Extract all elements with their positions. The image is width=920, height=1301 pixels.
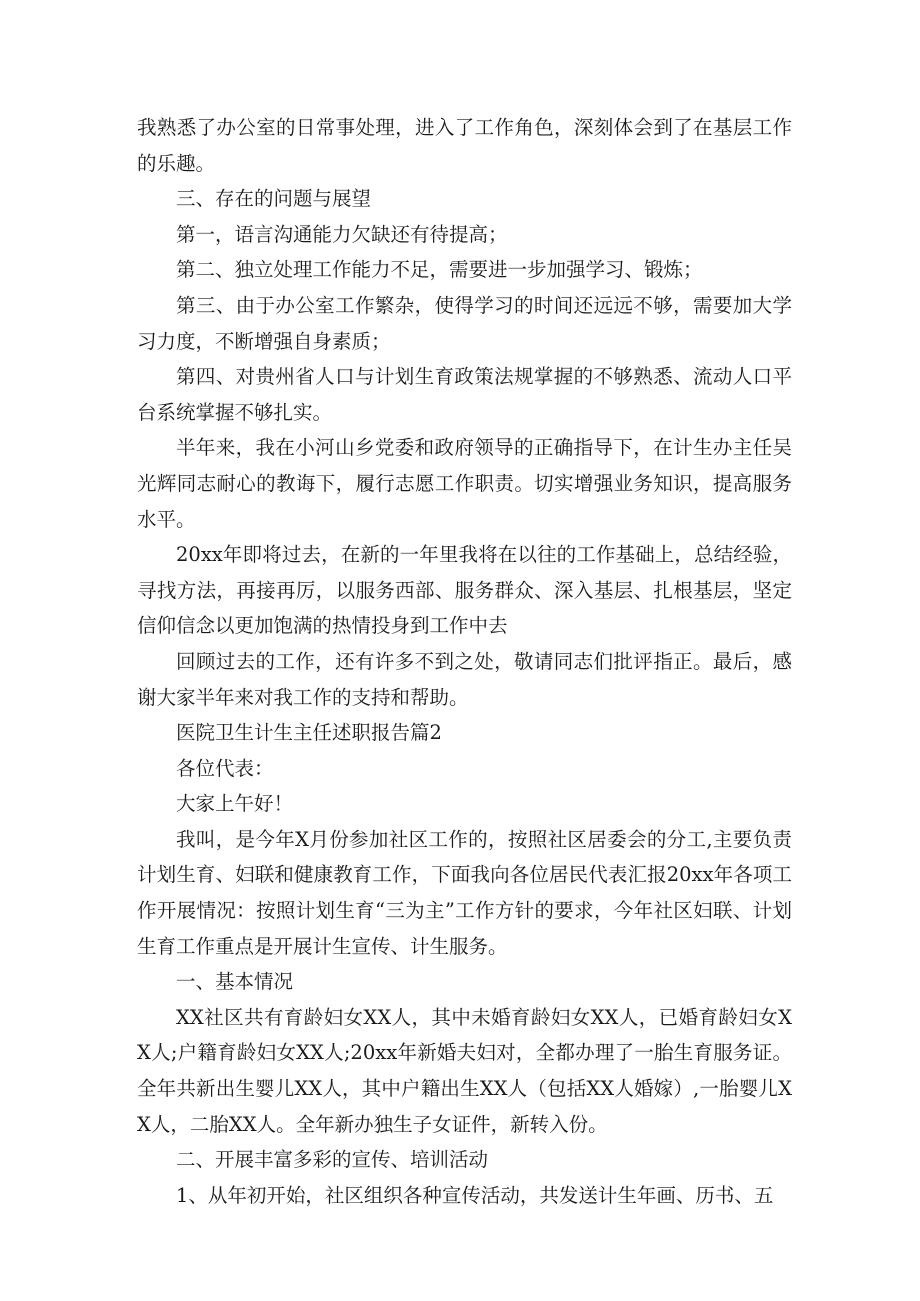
section-heading: 一、基本情况 bbox=[176, 970, 294, 994]
section-heading: 三、存在的问题与展望 bbox=[176, 187, 372, 211]
paragraph: 我熟悉了办公室的日常事处理，进入了工作角色，深刻体会到了在基层工作的乐趣。 bbox=[137, 116, 792, 175]
section-heading: 二、开展丰富多彩的宣传、培训活动 bbox=[176, 1148, 489, 1172]
paragraph: 第二、独立处理工作能力不足，需要进一步加强学习、锻炼； bbox=[176, 258, 703, 282]
paragraph: 第三、由于办公室工作繁杂，使得学习的时间还远远不够，需要加大学习力度，不断增强自身素质； bbox=[137, 293, 792, 353]
document-body bbox=[137, 110, 792, 1213]
paragraph: 第四、对贵州省人口与计划生育政策法规掌握的不够熟悉、流动人口平台系统掌握不够扎实。 bbox=[137, 365, 792, 424]
paragraph: 半年来，我在小河山乡党委和政府领导的正确指导下，在计生办主任吴光辉同志耐心的教诲下，履行志愿工作职责。切实增强业务知识，提高服务水平。 bbox=[137, 436, 792, 531]
report-title: 医院卫生计生主任述职报告篇2 bbox=[176, 721, 442, 745]
salutation: 各位代表： bbox=[176, 756, 274, 780]
paragraph: 20xx年即将过去，在新的一年里我将在以往的工作基础上，总结经验，寻找方法，再接再厉，以服务西部、服务群众、深入基层、扎根基层，坚定信仰信念以更加饱满的热情投身到工作中去 bbox=[137, 543, 792, 638]
paragraph: 第一，语言沟通能力欠缺还有待提高； bbox=[176, 222, 508, 246]
paragraph: 我叫，是今年X月份参加社区工作的，按照社区居委会的分工,主要负责计划生育、妇联和健康教育工作，下面我向各位居民代表汇报20xx年各项工作开展情况：按照计划生育“三为主”工作方针的要求，今年社区妇联、计划生育工作重点是开展计生宣传、计生服务。 bbox=[137, 827, 792, 958]
paragraph: 1、从年初开始，社区组织各种宣传活动，共发送计生年画、历书、五 bbox=[176, 1183, 774, 1207]
paragraph: XX社区共有育龄妇女XX人，其中未婚育龄妇女XX人，已婚育龄妇女XX人;户籍育龄妇女XX人;20xx年新婚夫妇对，全都办理了一胎生育服务证。全年共新出生婴儿XX人，其中户籍出生XX人（包括XX人婚嫁）,一胎婴儿XX人，二胎XX人。全年新办独生子女证件，新转入份。 bbox=[137, 1005, 792, 1136]
paragraph: 回顾过去的工作，还有许多不到之处，敬请同志们批评指正。最后，感谢大家半年来对我工作的支持和帮助。 bbox=[137, 649, 792, 709]
greeting: 大家上午好！ bbox=[176, 792, 294, 816]
